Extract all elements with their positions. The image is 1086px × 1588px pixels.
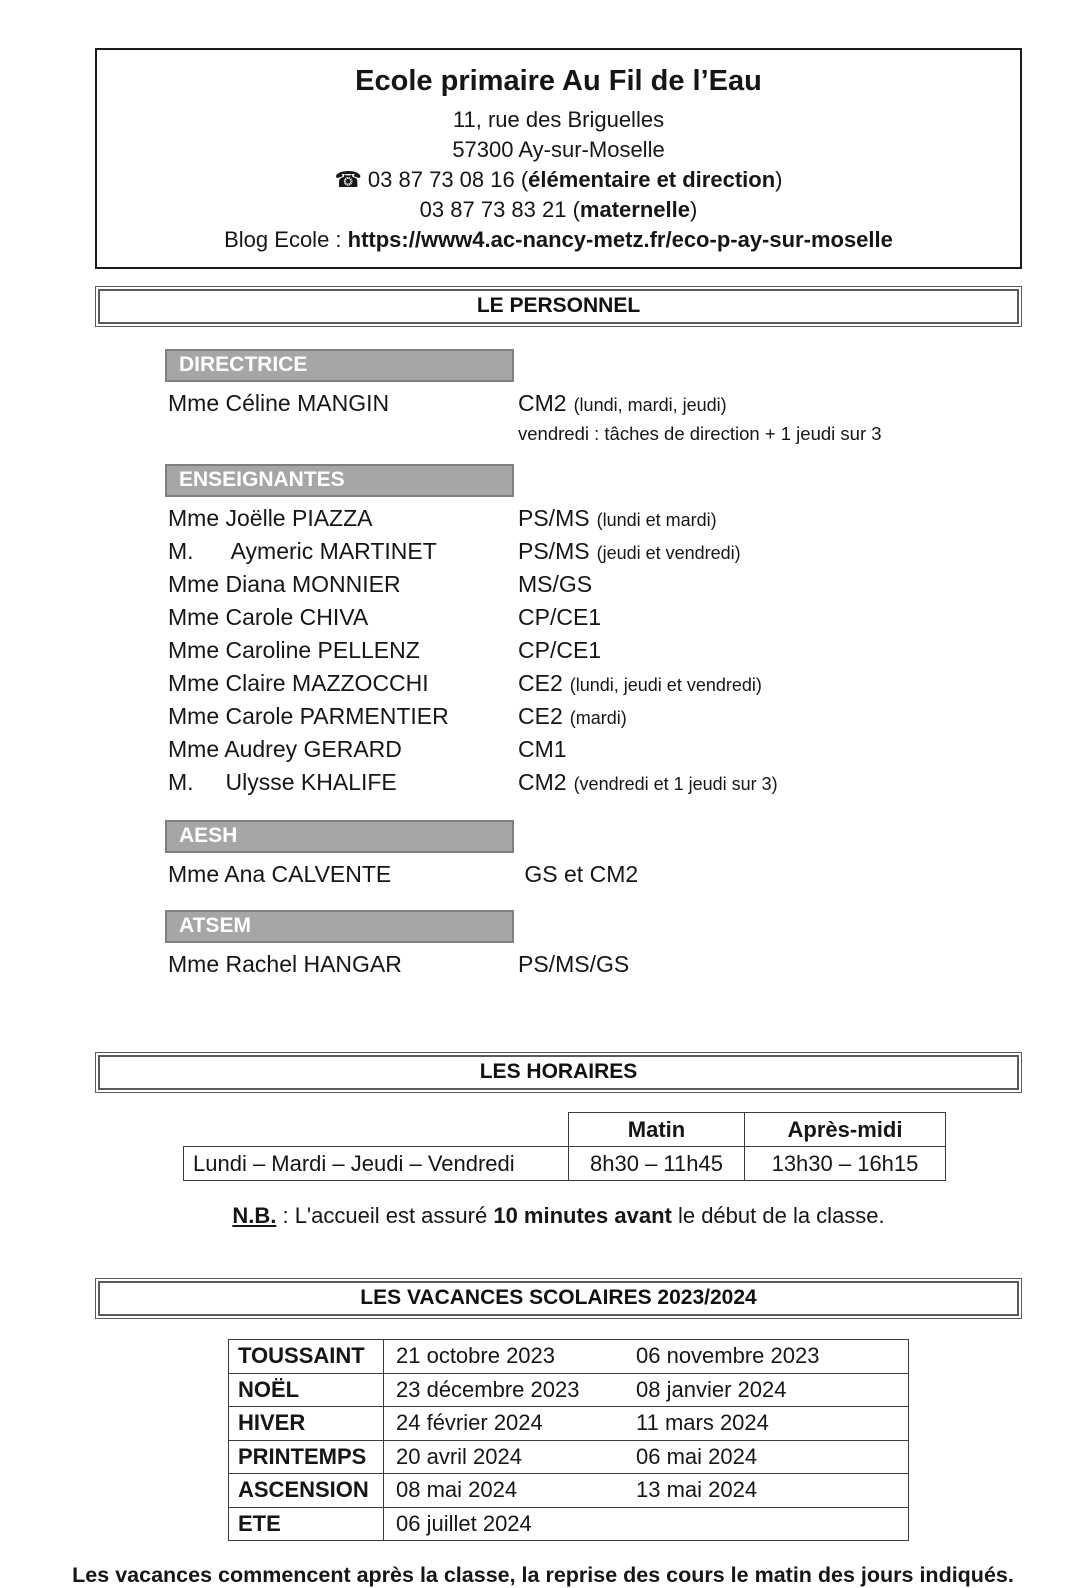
staff-class: CM2 bbox=[518, 769, 567, 795]
staff-row bbox=[168, 701, 1022, 734]
vacances-row bbox=[229, 1474, 909, 1508]
horaires-empty-cell bbox=[184, 1113, 569, 1147]
staff-days-detail: (mardi) bbox=[569, 708, 627, 728]
vacances-dates bbox=[384, 1340, 909, 1374]
vacances-section-title-box bbox=[95, 1278, 1022, 1319]
vacances-section-title: LES VACANCES SCOLAIRES 2023/2024 bbox=[98, 1281, 1019, 1316]
vacances-label: HIVER bbox=[229, 1407, 384, 1441]
vacances-label: NOËL bbox=[229, 1373, 384, 1407]
staff-name: Mme Joëlle PIAZZA bbox=[168, 505, 373, 531]
staff-assignment bbox=[518, 602, 608, 635]
staff-days-detail: (jeudi et vendredi) bbox=[596, 543, 741, 563]
horaires-table bbox=[183, 1112, 946, 1181]
staff-class: CP/CE1 bbox=[518, 604, 602, 630]
staff-row bbox=[168, 734, 1022, 767]
phone-icon: ☎ bbox=[334, 167, 362, 192]
vacances-label: TOUSSAINT bbox=[229, 1340, 384, 1374]
vacances-dates bbox=[384, 1407, 909, 1441]
staff-name: Mme Carole PARMENTIER bbox=[168, 703, 449, 729]
staff-class: PS/MS/GS bbox=[518, 951, 630, 977]
phone-line-1 bbox=[97, 165, 1020, 195]
blog-url: https://www4.ac-nancy-metz.fr/eco-p-ay-sur-moselle bbox=[347, 227, 893, 252]
vacances-dates bbox=[384, 1440, 909, 1474]
address-line-1: 11, rue des Briguelles bbox=[452, 107, 665, 132]
phone-number-2: 03 87 73 83 21 ( bbox=[419, 197, 580, 222]
staff-assignment bbox=[518, 701, 627, 734]
staff-name: Mme Céline MANGIN bbox=[168, 390, 390, 416]
staff-class: CP/CE1 bbox=[518, 637, 602, 663]
staff-row bbox=[168, 602, 1022, 635]
horaires-matin-hours: 8h30 – 11h45 bbox=[569, 1147, 745, 1181]
staff-assignment bbox=[518, 536, 741, 569]
horaires-section-title: LES HORAIRES bbox=[98, 1055, 1019, 1090]
group-heading-atsem: ATSEM bbox=[165, 910, 514, 943]
staff-row bbox=[168, 569, 1022, 602]
staff-days-detail: (lundi, jeudi et vendredi) bbox=[569, 675, 762, 695]
vacances-label: PRINTEMPS bbox=[229, 1440, 384, 1474]
group-aesh-rows bbox=[95, 859, 1022, 890]
vacances-label: ASCENSION bbox=[229, 1474, 384, 1508]
vacances-start-date: 20 avril 2024 bbox=[396, 1443, 522, 1469]
staff-assignment bbox=[518, 635, 608, 668]
phone-line-2 bbox=[97, 195, 1020, 225]
staff-class: CM1 bbox=[518, 736, 567, 762]
staff-class: CE2 bbox=[518, 670, 563, 696]
staff-row bbox=[168, 949, 1022, 980]
vacances-start-date: 08 mai 2024 bbox=[396, 1477, 518, 1503]
personnel-section-title: LE PERSONNEL bbox=[98, 289, 1019, 324]
nb-note bbox=[95, 1203, 1022, 1229]
staff-row bbox=[168, 635, 1022, 668]
staff-name: Mme Ana CALVENTE bbox=[168, 861, 392, 887]
vacances-row bbox=[229, 1507, 909, 1541]
group-heading-aesh: AESH bbox=[165, 820, 514, 853]
group-heading-enseignantes: ENSEIGNANTES bbox=[165, 464, 514, 497]
phone-number-1: 03 87 73 08 16 ( bbox=[367, 167, 529, 192]
vacances-row bbox=[229, 1407, 909, 1441]
group-directrice-rows bbox=[95, 388, 1022, 447]
nb-text-1: L'accueil est assuré bbox=[294, 1203, 494, 1228]
group-enseignantes-rows bbox=[95, 503, 1022, 800]
staff-class: PS/MS bbox=[518, 538, 590, 564]
staff-name: Mme Carole CHIVA bbox=[168, 604, 369, 630]
nb-label: N.B. bbox=[232, 1203, 277, 1228]
phone-close-1: ) bbox=[775, 167, 783, 192]
staff-class: CM2 bbox=[518, 390, 567, 416]
staff-days-detail: (lundi et mardi) bbox=[596, 510, 717, 530]
staff-row bbox=[168, 536, 1022, 569]
staff-name: Mme Rachel HANGAR bbox=[168, 951, 402, 977]
staff-assignment bbox=[518, 767, 778, 800]
school-name: Ecole primaire Au Fil de l’Eau bbox=[355, 65, 762, 97]
vacances-row bbox=[229, 1340, 909, 1374]
horaires-apresmidi-hours: 13h30 – 16h15 bbox=[745, 1147, 946, 1181]
staff-class: GS et CM2 bbox=[518, 861, 639, 887]
vacances-start-date: 06 juillet 2024 bbox=[396, 1510, 532, 1536]
staff-days-detail: (lundi, mardi, jeudi) bbox=[573, 395, 727, 415]
staff-class: MS/GS bbox=[518, 571, 593, 597]
vacances-label: ETE bbox=[229, 1507, 384, 1541]
vacances-table bbox=[228, 1339, 909, 1541]
horaires-data-row bbox=[184, 1147, 946, 1181]
staff-name: Mme Claire MAZZOCCHI bbox=[168, 670, 429, 696]
staff-assignment bbox=[518, 569, 599, 602]
staff-assignment bbox=[518, 949, 629, 980]
horaires-col-matin: Matin bbox=[569, 1113, 745, 1147]
staff-extra-note: vendredi : tâches de direction + 1 jeudi sur 3 bbox=[518, 423, 882, 444]
staff-row bbox=[168, 668, 1022, 701]
phone-label-2: maternelle bbox=[579, 197, 690, 222]
group-atsem-rows bbox=[95, 949, 1022, 980]
nb-bold-text: 10 minutes avant bbox=[493, 1203, 672, 1228]
vacances-end-date: 13 mai 2024 bbox=[636, 1477, 758, 1503]
staff-row bbox=[168, 388, 1022, 421]
vacances-end-date: 06 mai 2024 bbox=[636, 1443, 758, 1469]
vacances-row bbox=[229, 1373, 909, 1407]
staff-assignment bbox=[518, 503, 717, 536]
vacances-dates bbox=[384, 1373, 909, 1407]
nb-separator: : bbox=[276, 1203, 295, 1228]
horaires-header-row bbox=[184, 1113, 946, 1147]
staff-name: Mme Audrey GERARD bbox=[168, 736, 402, 762]
staff-assignment bbox=[518, 668, 762, 701]
staff-assignment bbox=[518, 388, 727, 421]
nb-text-2: le début de la classe. bbox=[671, 1203, 885, 1228]
horaires-days: Lundi – Mardi – Jeudi – Vendredi bbox=[184, 1147, 569, 1181]
staff-class: PS/MS bbox=[518, 505, 590, 531]
vacances-end-date: 08 janvier 2024 bbox=[636, 1376, 787, 1402]
staff-assignment bbox=[518, 859, 638, 890]
vacances-dates bbox=[384, 1474, 909, 1508]
vacances-start-date: 24 février 2024 bbox=[396, 1410, 543, 1436]
group-heading-directrice: DIRECTRICE bbox=[165, 349, 514, 382]
blog-line bbox=[97, 225, 1020, 255]
vacances-end-date: 06 novembre 2023 bbox=[636, 1343, 820, 1369]
staff-row bbox=[168, 767, 1022, 800]
school-header-box bbox=[95, 48, 1022, 269]
address-line-2: 57300 Ay-sur-Moselle bbox=[452, 137, 665, 162]
staff-assignment bbox=[518, 734, 574, 767]
vacances-start-date: 23 décembre 2023 bbox=[396, 1376, 580, 1402]
staff-name: M. Ulysse KHALIFE bbox=[168, 769, 397, 795]
vacances-end-date: 11 mars 2024 bbox=[636, 1410, 769, 1436]
staff-class: CE2 bbox=[518, 703, 563, 729]
vacances-row bbox=[229, 1440, 909, 1474]
vacances-start-date: 21 octobre 2023 bbox=[396, 1343, 556, 1369]
phone-close-2: ) bbox=[689, 197, 698, 222]
staff-name: Mme Caroline PELLENZ bbox=[168, 637, 420, 663]
staff-days-detail: (vendredi et 1 jeudi sur 3) bbox=[573, 774, 778, 794]
staff-row bbox=[168, 859, 1022, 890]
vacances-dates bbox=[384, 1507, 909, 1541]
staff-name: M. Aymeric MARTINET bbox=[168, 538, 437, 564]
phone-label-1: élémentaire et direction bbox=[528, 167, 776, 192]
horaires-section-title-box bbox=[95, 1052, 1022, 1093]
blog-prefix: Blog Ecole : bbox=[224, 227, 348, 252]
document-page bbox=[95, 0, 1022, 1541]
staff-row bbox=[168, 503, 1022, 536]
personnel-section-title-box bbox=[95, 286, 1022, 327]
staff-name: Mme Diana MONNIER bbox=[168, 571, 401, 597]
horaires-col-apresmidi: Après-midi bbox=[745, 1113, 946, 1147]
footer-note: Les vacances commencent après la classe, la reprise des cours le matin des jours indiqués. bbox=[72, 1563, 1014, 1587]
